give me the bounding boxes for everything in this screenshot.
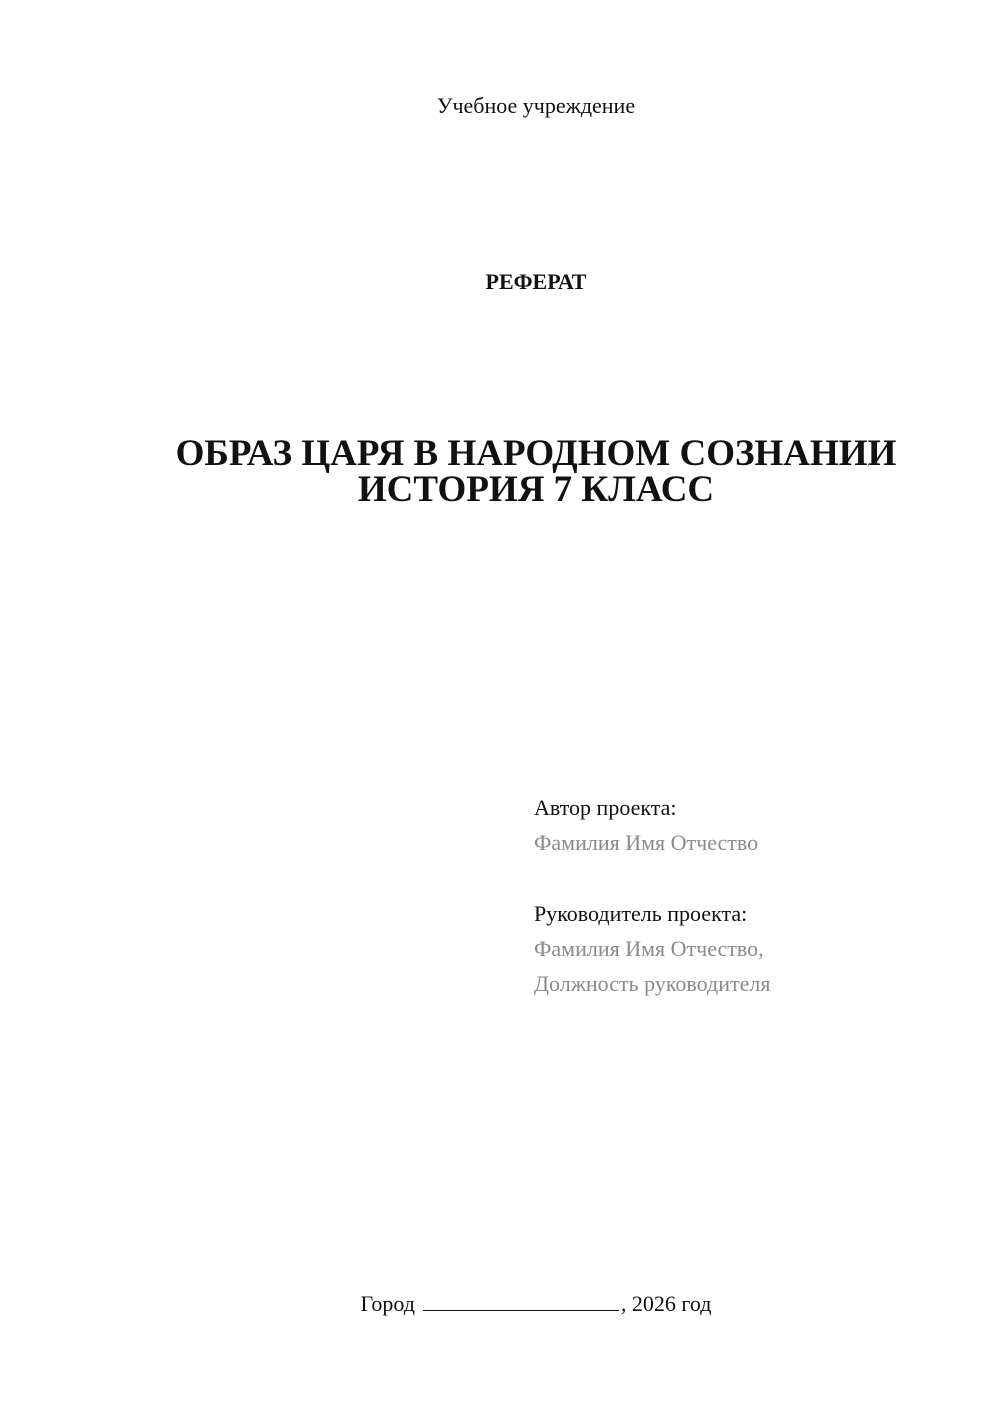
city-blank-line [423, 1290, 619, 1311]
project-info-block [534, 790, 770, 1001]
title-line-1: ОБРАЗ ЦАРЯ В НАРОДНОМ СОЗНАНИИ [175, 433, 897, 474]
institution-name: Учебное учреждение [436, 93, 636, 118]
supervisor-position: Должность руководителя [534, 971, 771, 996]
title-line-2: ИСТОРИЯ 7 КЛАСС [357, 469, 715, 510]
supervisor-label: Руководитель проекта: [534, 901, 748, 926]
author-name: Фамилия Имя Отчество [534, 830, 759, 855]
supervisor-name: Фамилия Имя Отчество, [534, 936, 764, 961]
city-label: Город [360, 1291, 415, 1316]
document-type: РЕФЕРАТ [485, 269, 587, 294]
year-text: , 2026 год [620, 1291, 712, 1316]
author-label: Автор проекта: [534, 795, 677, 820]
document-title [0, 433, 1000, 510]
footer-city-year [0, 1290, 1000, 1318]
